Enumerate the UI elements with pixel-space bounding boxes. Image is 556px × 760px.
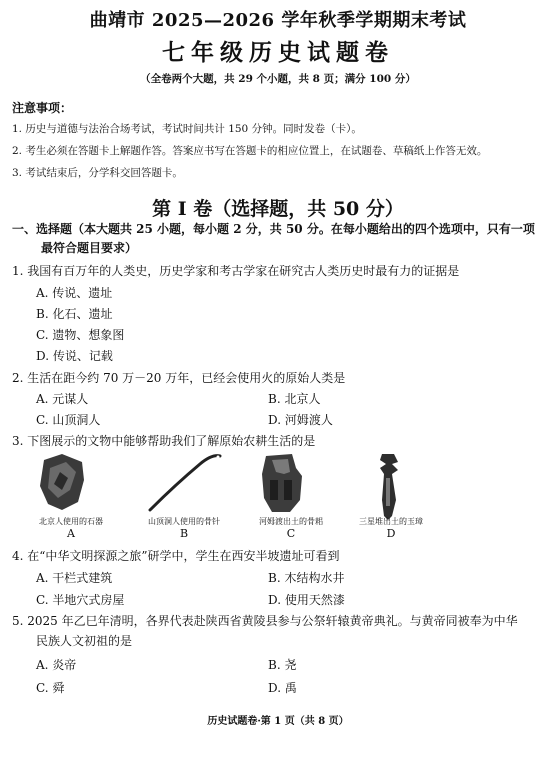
- q5-stem-line1: 5. 2025 年乙巳年清明，各界代表赴陕西省黄陵县参与公祭轩辕黄帝典礼。与黄帝同被奉为中华: [12, 614, 518, 628]
- q4-option-d: D. 使用天然漆: [268, 593, 345, 607]
- image-d-caption: 三星堆出土的玉璋: [359, 517, 423, 526]
- q2-option-a: A. 元谋人: [36, 392, 89, 406]
- image-c-letter: C: [286, 527, 296, 540]
- section-description: [12, 220, 548, 258]
- notice-item: 2. 考生必须在答题卡上解题作答。答案应书写在答题卡的相应位置上，在试题卷、草稿纸上作答无效。: [12, 145, 488, 157]
- section-title: 第 I 卷（选择题，共 50 分）: [152, 198, 404, 220]
- question-5-stem: [12, 611, 550, 651]
- image-c-caption: 河姆渡出土的骨耜: [259, 517, 323, 526]
- exam-note: （全卷两个大题，共 29 个小题，共 8 页；满分 100 分）: [140, 73, 416, 85]
- image-a-caption: 北京人使用的石器: [39, 517, 103, 526]
- stone-tool-image: [40, 454, 84, 510]
- bone-spade-image: [262, 454, 302, 512]
- image-d-letter: D: [386, 527, 396, 540]
- exam-title: 曲靖市 2025—2026 学年秋季学期期末考试: [89, 10, 467, 31]
- notice-item: 3. 考试结束后，分学科交回答题卡。: [12, 167, 183, 179]
- image-b-caption: 山顶洞人使用的骨针: [148, 517, 220, 526]
- bone-needle-image: [150, 456, 220, 511]
- question-4-stem: 4. 在“中华文明探源之旅”研学中，学生在西安半坡遗址可看到: [12, 549, 340, 563]
- section-desc-line2: 最符合题目要求）: [41, 241, 138, 255]
- q2-option-c: C. 山顶洞人: [36, 413, 101, 427]
- q2-option-d: D. 河姆渡人: [268, 413, 333, 427]
- q4-option-b: B. 木结构水井: [268, 571, 345, 585]
- q4-option-a: A. 干栏式建筑: [36, 571, 113, 585]
- q2-option-b: B. 北京人: [268, 392, 321, 406]
- notice-item: 1. 历史与道德与法治合场考试，考试时间共计 150 分钟。同时发卷（卡）。: [12, 123, 362, 135]
- artifact-images: [0, 450, 556, 520]
- q5-stem-line2: 民族人文初祖的是: [36, 634, 133, 648]
- exam-subtitle: 七年级历史试题卷: [162, 39, 394, 66]
- q5-option-d: D. 禹: [268, 681, 297, 695]
- section-desc-line1: 一、选择题（本大题共 25 小题，每小题 2 分，共 50 分。在每小题给出的四个选项中，只有一项: [12, 222, 535, 236]
- q5-option-b: B. 尧: [268, 658, 297, 672]
- question-3-stem: 3. 下图展示的文物中能够帮助我们了解原始农耕生活的是: [12, 434, 316, 448]
- q4-option-c: C. 半地穴式房屋: [36, 593, 125, 607]
- q1-option-b: B. 化石、遗址: [36, 307, 113, 321]
- q1-option-d: D. 传说、记载: [36, 349, 113, 363]
- notices-heading: 注意事项：: [12, 101, 73, 115]
- question-2-stem: 2. 生活在距今约 70 万－20 万年，已经会使用火的原始人类是: [12, 371, 346, 385]
- page-footer: 历史试题卷·第 1 页（共 8 页）: [207, 716, 349, 727]
- question-1-stem: 1. 我国有百万年的人类史，历史学家和考古学家在研究古人类历史时最有力的证据是: [12, 264, 460, 278]
- q5-option-a: A. 炎帝: [36, 658, 77, 672]
- image-a-letter: A: [67, 527, 75, 540]
- image-b-letter: B: [179, 527, 189, 540]
- q1-option-a: A. 传说、遗址: [36, 286, 113, 300]
- q5-option-c: C. 舜: [36, 681, 65, 695]
- q1-option-c: C. 遗物、想象图: [36, 328, 125, 342]
- jade-zhang-image: [380, 454, 398, 520]
